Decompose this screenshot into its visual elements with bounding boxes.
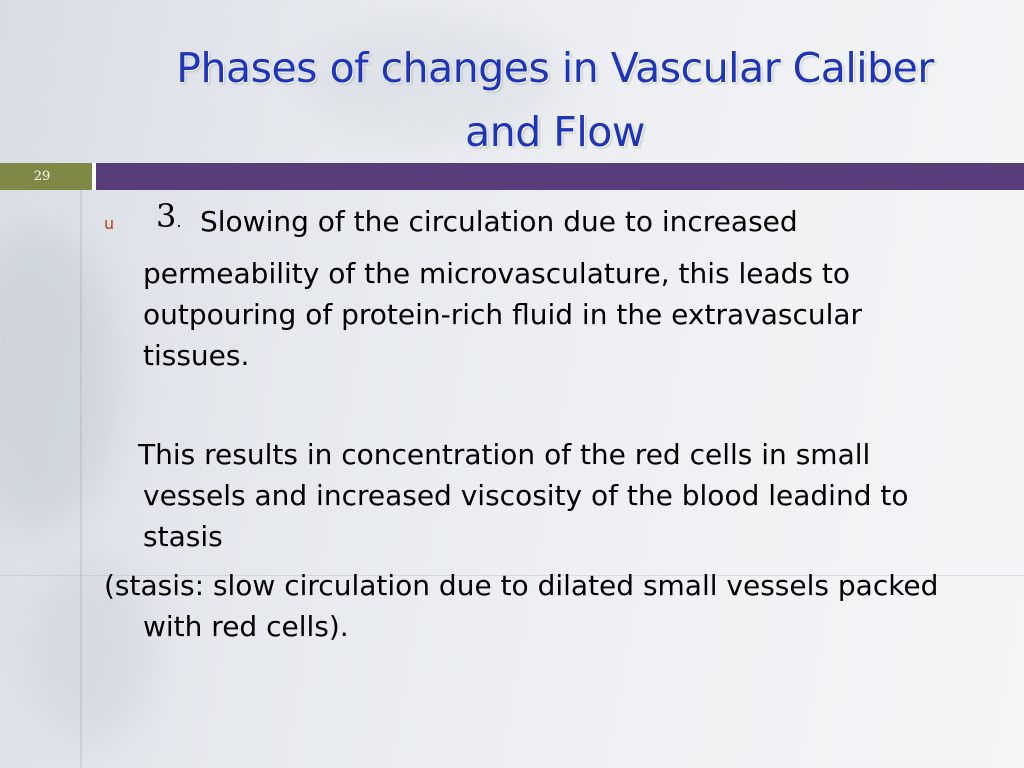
- paragraph-1-line-3: outpouring of protein-rich fluid in the extravascular: [143, 298, 863, 331]
- paragraph-1-line-4: tissues.: [143, 339, 250, 372]
- paragraph-1-line-1: Slowing of the circulation due to increased: [200, 205, 798, 238]
- paragraph-1-line-2: permeability of the microvasculature, this leads to: [143, 257, 851, 290]
- slide-number: 29: [0, 163, 92, 190]
- step-number-digit: 3: [156, 197, 177, 235]
- paragraph-3-line-2: with red cells).: [143, 610, 349, 643]
- bullet-marker: u: [104, 214, 115, 233]
- paragraph-2-line-2: vessels and increased viscosity of the blood leadind to: [143, 479, 909, 512]
- paragraph-2-line-1: This results in concentration of the red cells in small: [138, 438, 871, 471]
- step-number-dot: .: [176, 212, 182, 231]
- title-line-2: and Flow: [465, 108, 645, 156]
- title-line-1: Phases of changes in Vascular Caliber: [176, 44, 934, 92]
- paragraph-3-line-1: (stasis: slow circulation due to dilated small vessels packed: [104, 569, 939, 602]
- paragraph-2-line-3: stasis: [143, 520, 223, 553]
- step-number: [156, 197, 181, 235]
